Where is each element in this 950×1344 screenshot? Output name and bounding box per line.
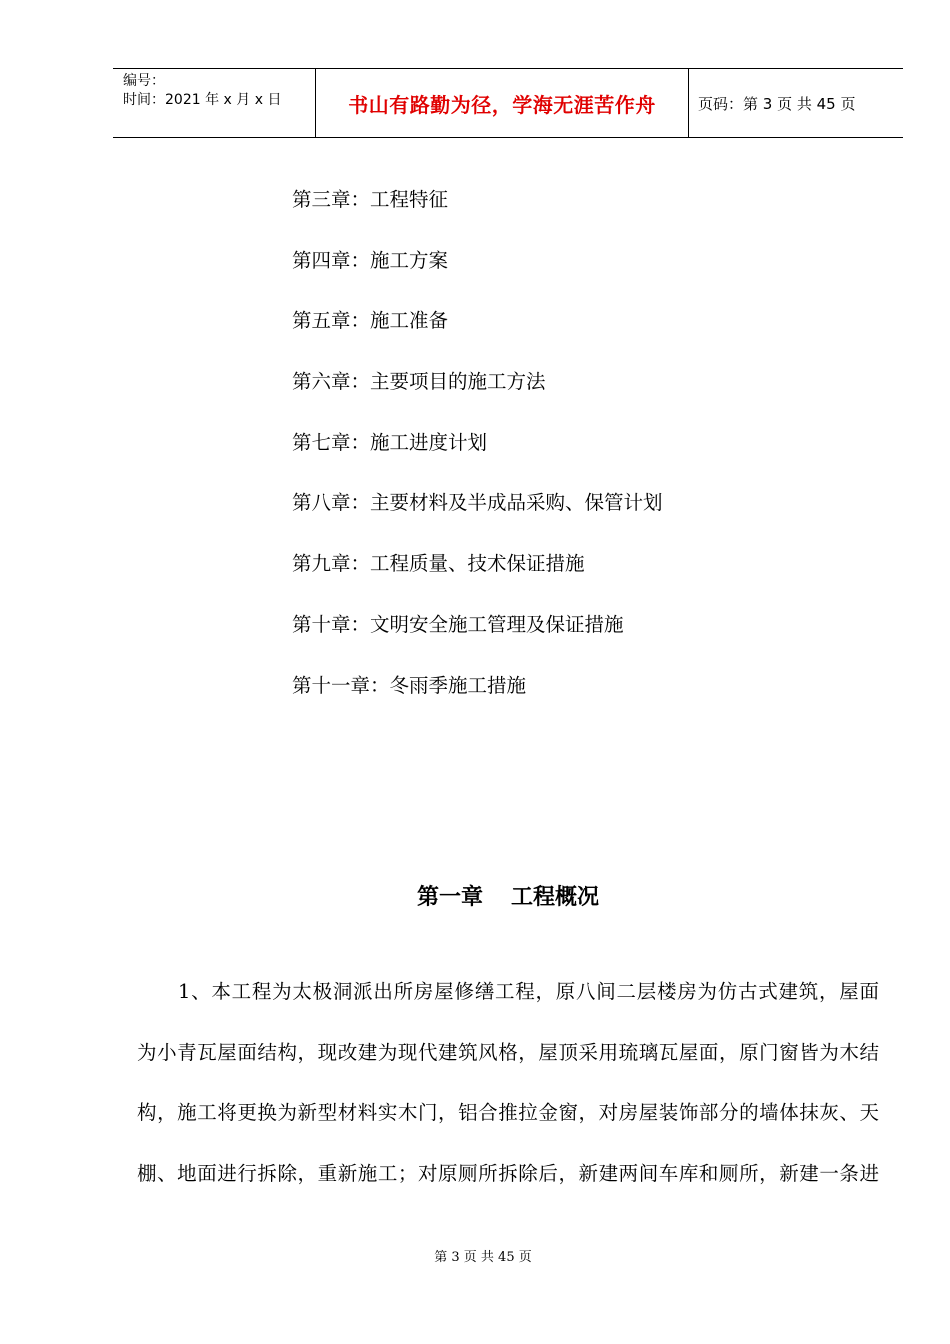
toc-item: 第十一章：冬雨季施工措施 — [292, 673, 527, 697]
header-meta — [113, 69, 315, 137]
toc-item: 第八章：主要材料及半成品采购、保管计划 — [292, 491, 663, 515]
paragraph-line: 1、本工程为太极洞派出所房屋修缮工程，原八间二层楼房为仿古式建筑，屋面 — [178, 980, 879, 1003]
page-header — [113, 68, 903, 138]
toc-item: 第四章：施工方案 — [292, 248, 449, 272]
chapter-title: 工程概况 — [511, 885, 600, 910]
paragraph-line: 为小青瓦屋面结构，现改建为现代建筑风格，屋顶采用琉璃瓦屋面，原门窗皆为木结 — [137, 1040, 879, 1064]
toc-item: 第六章：主要项目的施工方法 — [292, 370, 546, 394]
toc-item: 第七章：施工进度计划 — [292, 430, 488, 454]
chapter-heading — [0, 880, 950, 911]
paragraph-line: 棚、地面进行拆除，重新施工；对原厕所拆除后，新建两间车库和厕所，新建一条进 — [137, 1162, 879, 1186]
header-motto: 书山有路勤为径，学海无涯苦作舟 — [315, 69, 689, 137]
header-page-info: 页码：第 3 页 共 45 页 — [698, 94, 856, 113]
number-label: 编号： — [123, 73, 165, 89]
toc-item: 第五章：施工准备 — [292, 309, 449, 333]
toc-item: 第十章：文明安全施工管理及保证措施 — [292, 612, 624, 636]
table-of-contents — [292, 170, 663, 716]
toc-item: 第九章：工程质量、技术保证措施 — [292, 552, 585, 576]
toc-item: 第三章：工程特征 — [292, 188, 449, 211]
page-footer: 第 3 页 共 45 页 — [434, 1250, 532, 1265]
body-paragraph — [137, 962, 879, 1205]
chapter-number: 第一章 — [416, 885, 483, 910]
time-label: 时间：2021 年 x 月 x 日 — [123, 92, 282, 108]
paragraph-line: 构，施工将更换为新型材料实木门，铝合推拉金窗，对房屋装饰部分的墙体抹灰、天 — [137, 1101, 879, 1125]
